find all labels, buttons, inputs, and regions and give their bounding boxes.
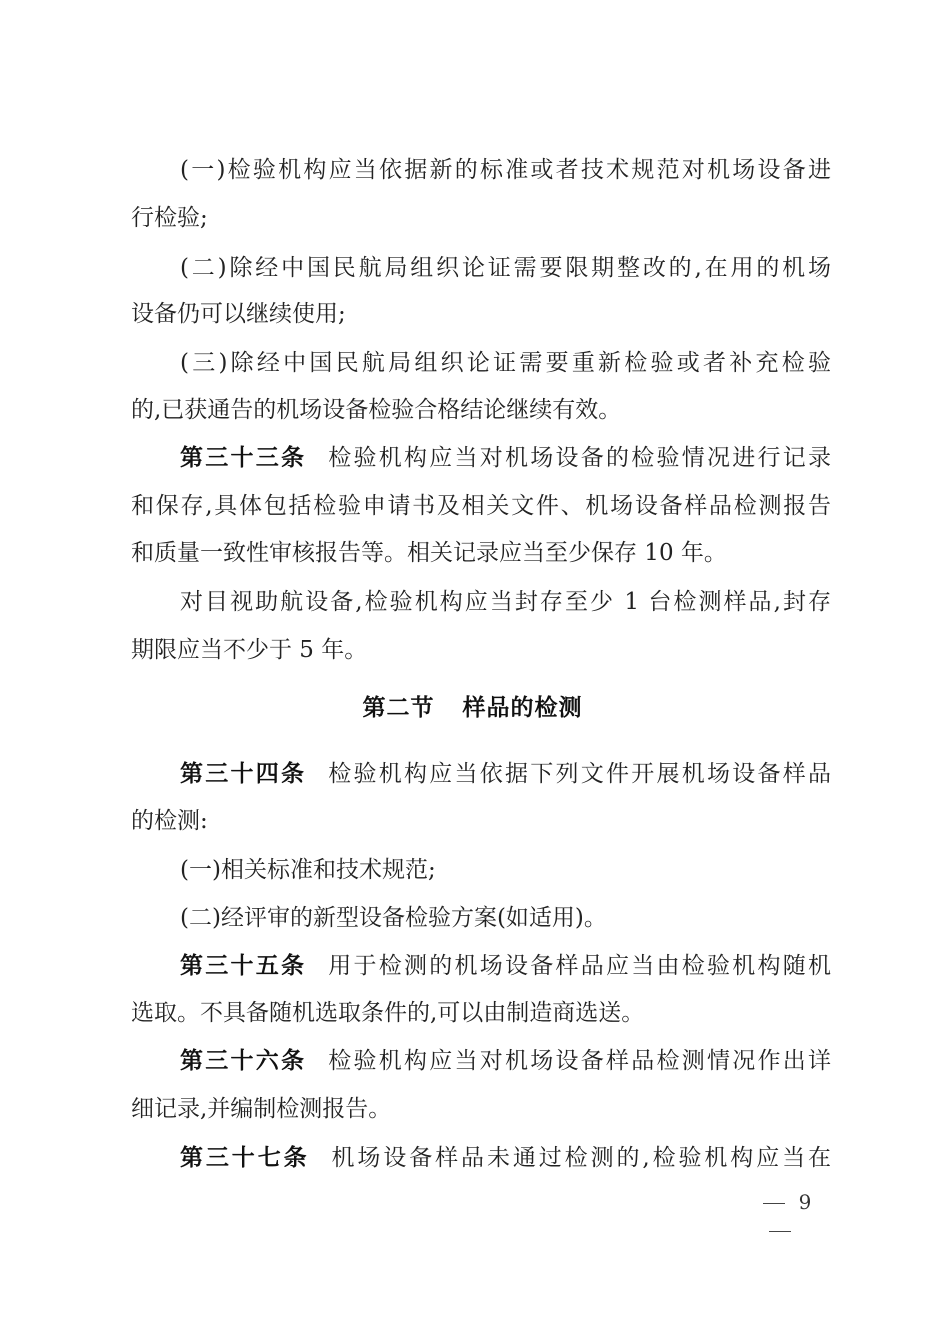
article-36-text: 检验机构应当对机场设备样品检测情况作出详	[328, 1048, 831, 1074]
section-heading	[0, 693, 945, 723]
article-34-line-1	[180, 759, 831, 789]
paragraph-5-line-1: (一)相关标准和技术规范;	[180, 857, 436, 883]
article-35-line-1	[180, 951, 831, 981]
paragraph-4-line-1: 对目视助航设备,检验机构应当封存至少 1 台检测样品,封存	[180, 589, 831, 615]
section-title-text: 样品的检测	[462, 695, 583, 721]
paragraph-3-line-1: (三)除经中国民航局组织论证需要重新检验或者补充检验	[180, 350, 831, 376]
article-36-line-1	[180, 1046, 831, 1076]
paragraph-3-line-2: 的,已获通告的机场设备检验合格结论继续有效。	[131, 397, 622, 423]
article-33-line-1	[180, 443, 831, 473]
article-34-line-2: 的检测:	[131, 808, 208, 834]
article-36-line-2: 细记录,并编制检测报告。	[131, 1096, 392, 1122]
article-35-label: 第三十五条	[180, 953, 307, 979]
paragraph-2-line-1: (二)除经中国民航局组织论证需要限期整改的,在用的机场	[180, 255, 831, 281]
paragraph-2-line-2: 设备仍可以继续使用;	[131, 301, 346, 327]
article-33-line-2: 和保存,具体包括检验申请书及相关文件、机场设备样品检测报告	[131, 493, 831, 519]
article-33-text: 检验机构应当对机场设备的检验情况进行记录	[328, 445, 831, 471]
article-34-text: 检验机构应当依据下列文件开展机场设备样品	[328, 761, 831, 787]
article-37-line-1	[180, 1143, 831, 1173]
article-33-label: 第三十三条	[180, 445, 307, 471]
article-37-text: 机场设备样品未通过检测的,检验机构应当在	[331, 1145, 832, 1171]
paragraph-1-line-1: (一)检验机构应当依据新的标准或者技术规范对机场设备进	[180, 157, 831, 183]
page-number	[725, 1188, 835, 1244]
page-number-right-dash	[769, 1231, 791, 1232]
paragraph-6-line-1: (二)经评审的新型设备检验方案(如适用)。	[180, 905, 607, 931]
article-35-text: 用于检测的机场设备样品应当由检验机构随机	[328, 953, 831, 979]
section-number: 第二节	[362, 695, 435, 721]
page-number-value: 9	[798, 1190, 812, 1214]
article-35-line-2: 选取。不具备随机选取条件的,可以由制造商选送。	[131, 1000, 645, 1026]
article-36-label: 第三十六条	[180, 1048, 307, 1074]
paragraph-4-line-2: 期限应当不少于 5 年。	[131, 637, 368, 663]
article-37-label: 第三十七条	[180, 1145, 310, 1171]
article-33-line-3: 和质量一致性审核报告等。相关记录应当至少保存 10 年。	[131, 540, 727, 566]
article-34-label: 第三十四条	[180, 761, 307, 787]
paragraph-1-line-2: 行检验;	[131, 205, 208, 231]
page-number-left-dash	[763, 1203, 785, 1204]
